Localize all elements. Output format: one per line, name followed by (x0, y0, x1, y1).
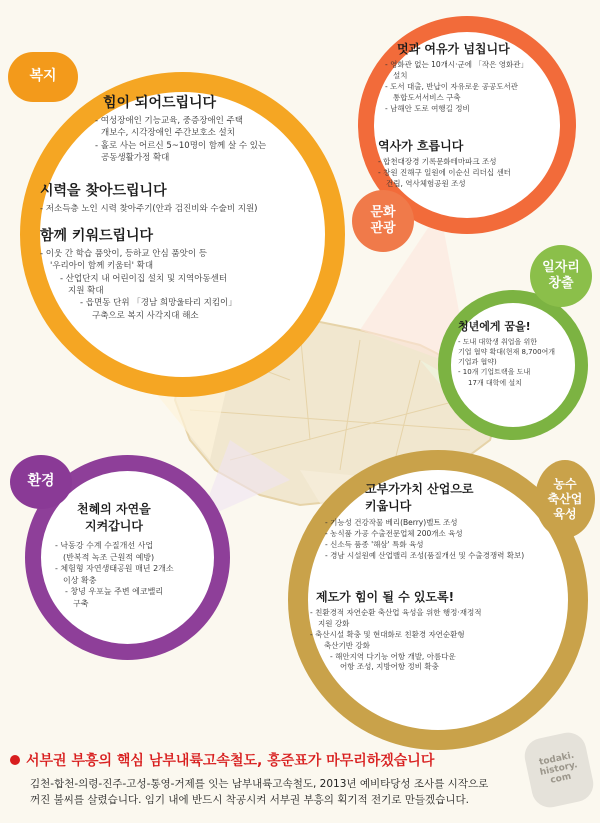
welfare-heading-2: 시력을 찾아드립니다 (40, 183, 167, 199)
job-section (458, 318, 576, 388)
job-line: 17개 대학에 설치 (468, 378, 522, 387)
job-line: - 도내 대학생 취업을 위한 (458, 338, 538, 346)
culture-line: - 영화관 없는 10개시·군에 「작은 영화관」 (385, 60, 528, 69)
welfare-line: - 산업단지 내 어린이집 설치 및 지역아동센터 (60, 273, 228, 284)
welfare-heading-3: 함께 키워드립니다 (40, 228, 154, 244)
welfare-line: 개보수, 시각장애인 주간보호소 설치 (101, 128, 235, 139)
job-heading: 청년에게 꿈을! (458, 320, 531, 333)
agriculture-heading: 키웁니다 (365, 499, 412, 513)
agriculture-line: 어항 조성, 지방어항 정비 확충 (340, 662, 439, 672)
job-line: - 10개 기업트랙을 도내 (458, 368, 531, 377)
culture-tag-line: 문화 (370, 204, 396, 220)
agriculture-section-2 (310, 588, 560, 673)
environment-heading: 천혜의 자연을 (77, 502, 151, 516)
environment-line: - 낙동강 수계 수질개선 사업 (55, 541, 154, 550)
agriculture-line: - 기능성 건강작물 베리(Berry)벨트 조성 (325, 518, 458, 527)
culture-line: - 창원 진해구 일원에 이순신 리더십 센터 (378, 167, 511, 177)
footer-headline (10, 750, 590, 770)
culture-line: - 남해안 도로 여행길 정비 (385, 103, 470, 113)
culture-line: - 도서 대출, 반납이 자유로운 공공도서관 (385, 81, 518, 91)
welfare-heading-1: 힘이 되어드립니다 (103, 95, 217, 111)
environment-line: 이상 확충 (63, 575, 97, 585)
agriculture-line: - 친환경적 자연순환 축산업 육성을 위한 행정·재정적 (310, 608, 482, 617)
footer-body-line: 꺼진 불씨를 살렸습니다. 임기 내에 반드시 착공시켜 서부권 부흥의 획기적 전기로 만들겠습니다. (30, 794, 469, 807)
job-tag (530, 245, 592, 307)
agriculture-tag-line: 축산업 (547, 491, 583, 506)
welfare-line: - 읍면동 단위 「경남 희망울타리 지킴이」 (80, 298, 237, 309)
job-line: 기업과 협약) (458, 358, 497, 367)
agriculture-tag-line: 농수 (553, 476, 577, 491)
welfare-line: 구축으로 복지 사각지대 해소 (92, 310, 199, 321)
job-tag-line: 창출 (548, 276, 574, 291)
watermark-text: todaki. history. com (538, 750, 579, 786)
environment-line: - 창녕 우포늪 주변 에코밸리 (65, 587, 164, 597)
culture-line: 통합도서서비스 구축 (393, 92, 461, 102)
environment-line: (반복적 녹조 근원적 예방) (63, 552, 155, 562)
bullet-dot-icon (10, 755, 20, 765)
welfare-section-1 (55, 92, 315, 164)
agriculture-line: - 농식품 가공 수출전문업체 200개소 육성 (325, 528, 463, 538)
agriculture-section-1 (325, 480, 565, 562)
culture-heading-2: 역사가 흐릅니다 (378, 139, 464, 153)
footer-body (30, 776, 550, 809)
environment-line: 구축 (73, 598, 89, 608)
welfare-line: '우리아이 함께 키움터' 확대 (50, 261, 154, 272)
agriculture-line: - 경남 시설원예 산업밸리 조성(품질개선 및 수출경쟁력 확보) (325, 550, 525, 560)
job-line: 기업 협약 확대(현재 8,700여개 (458, 348, 556, 357)
culture-line: - 합천대장경 기록문화테마파크 조성 (378, 157, 497, 166)
welfare-line: - 홀로 사는 어르신 5~10명이 함께 살 수 있는 (95, 140, 267, 151)
agriculture-heading: 제도가 힘이 될 수 있도록! (316, 590, 455, 604)
footer-headline-text: 서부권 부흥의 핵심 남부내륙고속철도, 홍준표가 마무리하겠습니다 (26, 753, 435, 769)
footer-body-line: 김천-합천-의령-진주-고성-통영-거제를 잇는 남부내륙고속철도, 2013년 예비타당성 조사를 시작으로 (30, 778, 489, 790)
agriculture-line: - 신소득 품종 '해삼' 특화 육성 (325, 539, 424, 549)
welfare-line: 공동생활가정 확대 (101, 152, 170, 163)
culture-line: 건립, 역사체험공원 조성 (386, 178, 466, 188)
welfare-line: 지원 확대 (68, 285, 104, 296)
welfare-tag: 복지 (8, 52, 78, 102)
agriculture-line: 지원 강화 (318, 618, 350, 628)
environment-line: - 체험형 자연생태공원 매년 2개소 (55, 564, 174, 574)
welfare-section-3 (40, 225, 320, 322)
welfare-line: - 저소득층 노인 시력 찾아주기(안과 검진비와 수술비 지원) (40, 204, 258, 214)
agriculture-heading: 고부가가치 산업으로 (365, 482, 474, 496)
culture-section-1 (385, 40, 560, 114)
culture-section-2 (378, 137, 558, 190)
welfare-line: - 이웃 간 학습 품앗이, 등하교 안심 품앗이 등 (40, 249, 207, 259)
job-tag-line: 일자리 (542, 259, 580, 275)
agriculture-line: - 해안지역 다기능 어항 개발, 아름다운 (330, 651, 456, 661)
culture-heading-1: 멋과 여유가 넘칩니다 (397, 42, 510, 56)
agriculture-line: - 축산시설 확충 및 현대화로 친환경 자연순환형 (310, 629, 465, 639)
culture-line: 설치 (393, 70, 408, 80)
environment-section (55, 500, 215, 610)
environment-heading: 지켜갑니다 (85, 519, 143, 533)
culture-tag (352, 190, 414, 252)
culture-tag-line: 관광 (370, 221, 396, 236)
agriculture-tag-line: 육성 (553, 506, 577, 521)
agriculture-line: 축산기반 강화 (324, 640, 370, 650)
welfare-line: - 여성장애인 기능교육, 중증장애인 주택 (95, 116, 243, 126)
environment-tag: 환경 (10, 455, 72, 509)
welfare-section-2 (40, 180, 320, 215)
